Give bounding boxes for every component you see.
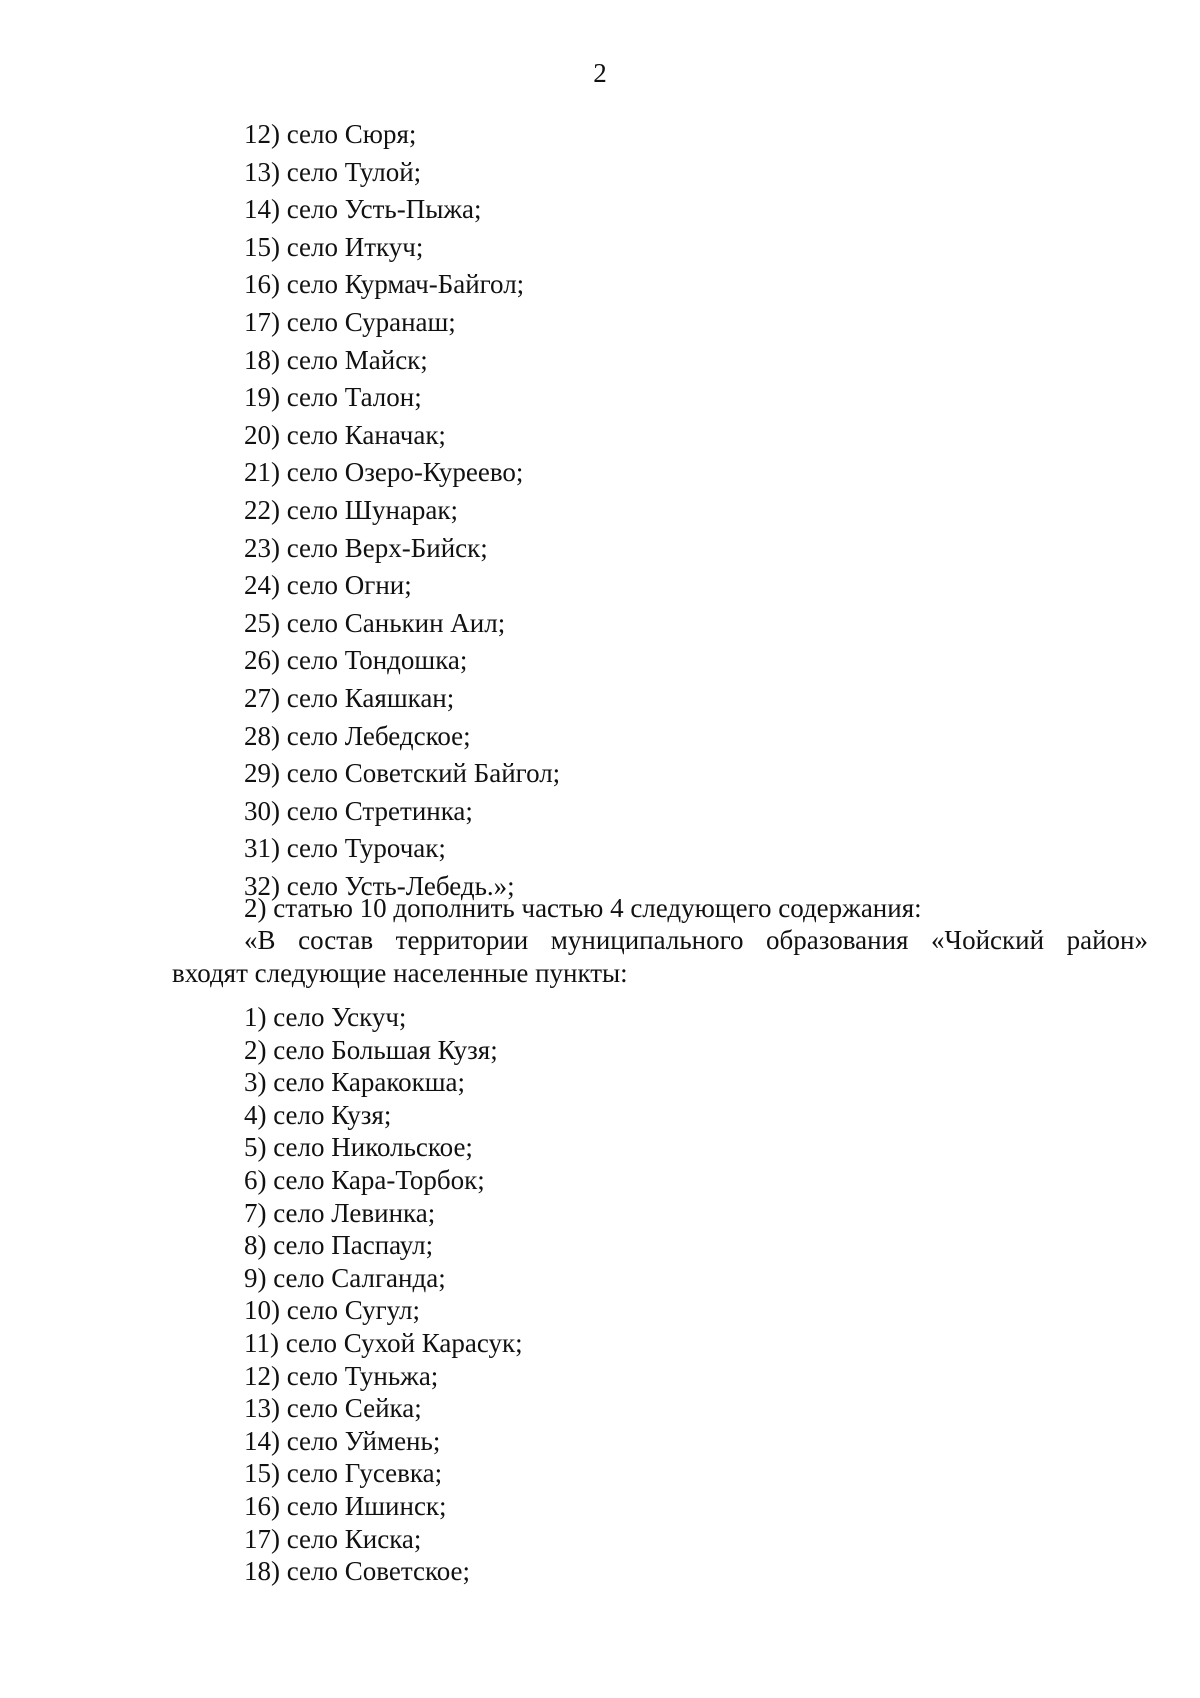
list-item: 28) село Лебедское; <box>244 720 471 751</box>
list-item: 15) село Гусевка; <box>244 1458 443 1489</box>
list-item: 20) село Каначак; <box>244 419 446 450</box>
list-item: 31) село Турочак; <box>244 833 446 864</box>
list-item: 5) село Никольское; <box>244 1132 473 1163</box>
list-item: 29) село Советский Байгол; <box>244 758 561 789</box>
list-item: 17) село Киска; <box>244 1523 422 1554</box>
settlement-list-continued <box>244 116 560 905</box>
list-item: 30) село Стретинка; <box>244 795 473 826</box>
list-item: 2) село Большая Кузя; <box>244 1034 498 1065</box>
list-item: 18) село Майск; <box>244 344 428 375</box>
list-item: 14) село Усть-Пыжа; <box>244 194 482 225</box>
quoted-paragraph-line-2: входят следующие населенные пункты: <box>172 958 628 988</box>
list-item: 25) село Санькин Аил; <box>244 607 506 638</box>
page-number: 2 <box>593 58 607 88</box>
list-item: 32) село Усть-Лебедь.»; <box>244 870 515 901</box>
list-item: 15) село Иткуч; <box>244 231 424 262</box>
list-item: 11) село Сухой Карасук; <box>244 1327 523 1358</box>
list-item: 26) село Тондошка; <box>244 645 468 676</box>
list-item: 13) село Сейка; <box>244 1393 422 1424</box>
list-item: 8) село Паспаул; <box>244 1230 434 1261</box>
list-item: 16) село Курмач-Байгол; <box>244 269 525 300</box>
amendment-paragraph: 2) статью 10 дополнить частью 4 следующего содержания: <box>244 893 922 923</box>
list-item: 19) село Талон; <box>244 382 422 413</box>
list-item: 13) село Тулой; <box>244 156 422 187</box>
list-item: 3) село Каракокша; <box>244 1067 466 1098</box>
list-item: 1) село Ускуч; <box>244 1002 407 1032</box>
list-item: 18) село Советское; <box>244 1556 471 1587</box>
list-item: 9) село Салганда; <box>244 1262 446 1293</box>
list-item: 16) село Ишинск; <box>244 1490 447 1521</box>
list-item: 10) село Сугул; <box>244 1295 420 1326</box>
list-item: 14) село Уймень; <box>244 1425 441 1456</box>
list-item: 12) село Сюря; <box>244 119 417 149</box>
list-item: 23) село Верх-Бийск; <box>244 532 488 563</box>
list-item: 12) село Туньжа; <box>244 1360 439 1391</box>
list-item: 4) село Кузя; <box>244 1099 392 1130</box>
list-item: 27) село Каяшкан; <box>244 682 455 713</box>
quoted-paragraph <box>172 924 1148 990</box>
settlement-list-choisky <box>244 1001 523 1588</box>
list-item: 17) село Суранаш; <box>244 306 456 337</box>
list-item: 6) село Кара-Торбок; <box>244 1164 485 1195</box>
quoted-paragraph-line-1: «В состав территории муниципального образования «Чойский район» <box>244 925 1148 955</box>
list-item: 21) село Озеро-Куреево; <box>244 457 524 488</box>
list-item: 22) село Шунарак; <box>244 494 459 525</box>
list-item: 7) село Левинка; <box>244 1197 436 1228</box>
list-item: 24) село Огни; <box>244 570 412 601</box>
